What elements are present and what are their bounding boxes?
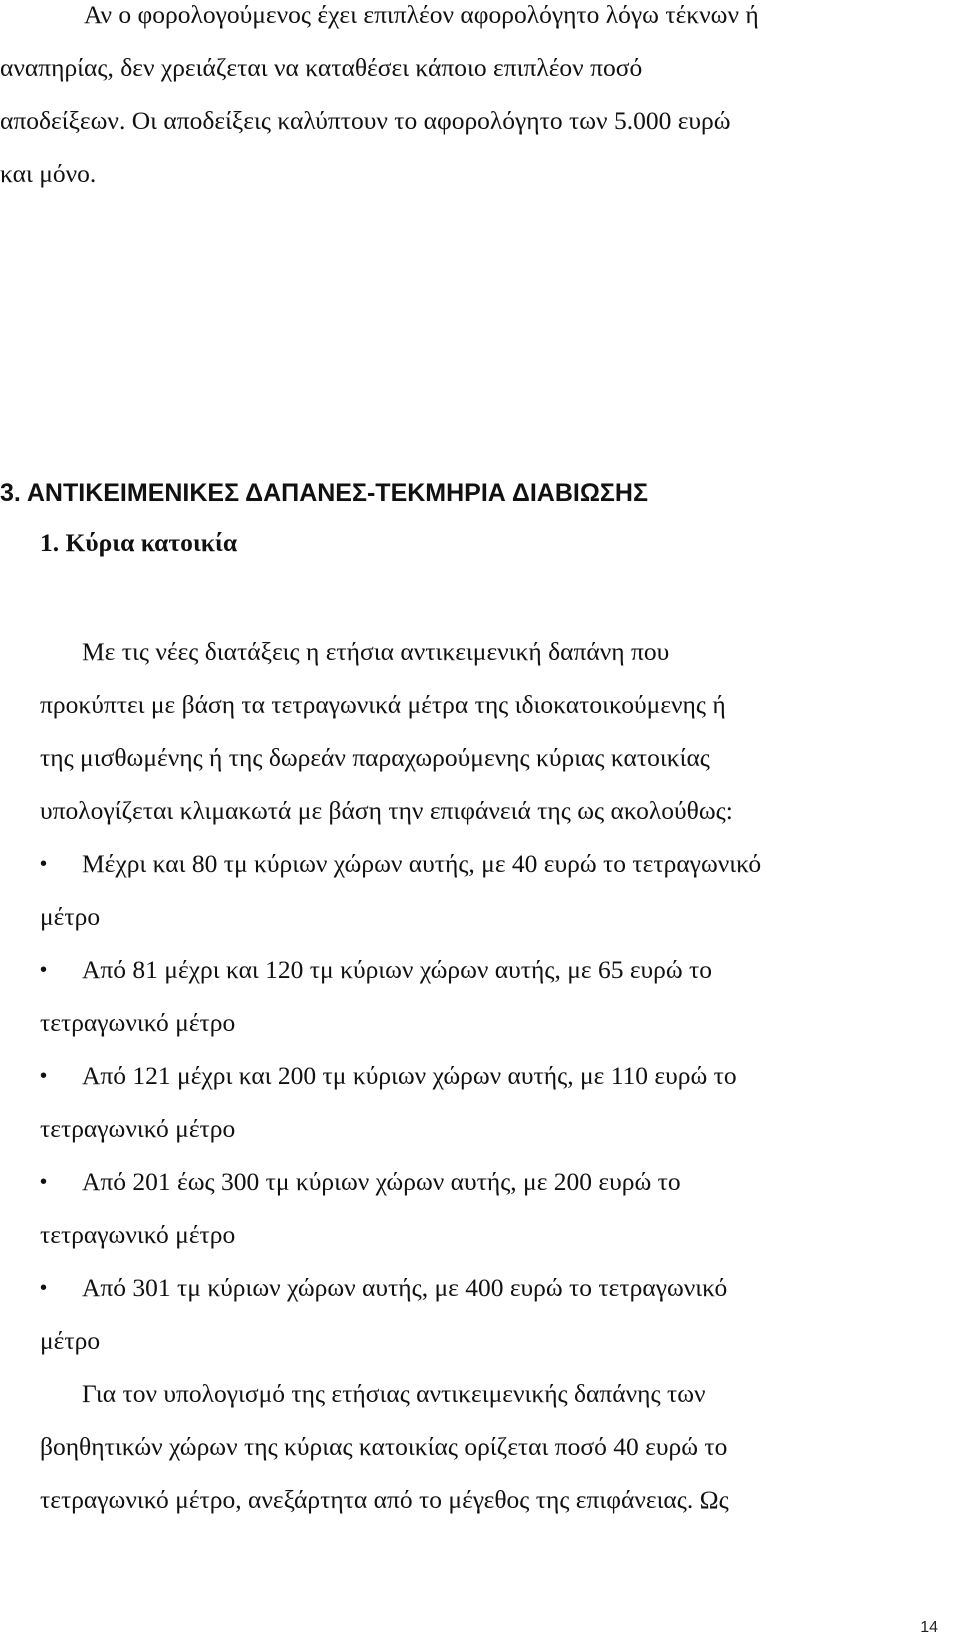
section-heading: 3. ΑΝΤΙΚΕΙΜΕΝΙΚΕΣ ΔΑΠΑΝΕΣ-ΤΕΚΜΗΡΙΑ ΔΙΑΒΙΩΣΗΣ	[0, 479, 648, 507]
list-item-line-2: μέτρο	[40, 902, 101, 931]
intro-line-4: και μόνο.	[0, 159, 97, 188]
closing-line-3: τετραγωνικό μέτρο, ανεξάρτητα από το μέγεθος της επιφάνειας. Ως	[40, 1485, 729, 1514]
list-item-line-1: Από 121 μέχρι και 200 τμ κύριων χώρων αυτής, με 110 ευρώ το	[82, 1061, 737, 1090]
bullet-marker: •	[40, 1065, 48, 1087]
list-item-line-2: τετραγωνικό μέτρο	[40, 1008, 236, 1037]
paragraph-line-3: της μισθωμένης ή της δωρεάν παραχωρούμενης κύριας κατοικίας	[40, 743, 710, 772]
bullet-marker: •	[40, 959, 48, 981]
list-item-line-1: Από 301 τμ κύριων χώρων αυτής, με 400 ευρώ το τετραγωνικό	[82, 1273, 728, 1302]
closing-line-1: Για τον υπολογισμό της ετήσιας αντικειμενικής δαπάνης των	[82, 1379, 706, 1408]
intro-line-3: αποδείξεων. Οι αποδείξεις καλύπτουν το αφορολόγητο των 5.000 ευρώ	[0, 106, 731, 135]
list-item-line-2: τετραγωνικό μέτρο	[40, 1114, 236, 1143]
subsection-heading: 1. Κύρια κατοικία	[40, 528, 238, 557]
intro-line-1: Αν ο φορολογούμενος έχει επιπλέον αφορολόγητο λόγω τέκνων ή	[84, 0, 759, 29]
bullet-marker: •	[40, 1277, 48, 1299]
paragraph-line-4: υπολογίζεται κλιμακωτά με βάση την επιφάνειά της ως ακολούθως:	[40, 796, 733, 825]
list-item-line-1: Από 201 έως 300 τμ κύριων χώρων αυτής, με 200 ευρώ το	[82, 1167, 681, 1196]
list-item-line-1: Από 81 μέχρι και 120 τμ κύριων χώρων αυτής, με 65 ευρώ το	[82, 955, 713, 984]
bullet-marker: •	[40, 853, 48, 875]
bullet-marker: •	[40, 1171, 48, 1193]
page-number: 14	[920, 1619, 938, 1636]
intro-line-2: αναπηρίας, δεν χρειάζεται να καταθέσει κάποιο επιπλέον ποσό	[0, 53, 643, 82]
list-item-line-1: Μέχρι και 80 τμ κύριων χώρων αυτής, με 40 ευρώ το τετραγωνικό	[82, 849, 762, 878]
paragraph-line-1: Με τις νέες διατάξεις η ετήσια αντικειμενική δαπάνη που	[82, 637, 670, 666]
paragraph-line-2: προκύπτει με βάση τα τετραγωνικά μέτρα της ιδιοκατοικούμενης ή	[40, 690, 726, 719]
closing-line-2: βοηθητικών χώρων της κύριας κατοικίας ορίζεται ποσό 40 ευρώ το	[40, 1432, 728, 1461]
list-item-line-2: τετραγωνικό μέτρο	[40, 1220, 236, 1249]
list-item-line-2: μέτρο	[40, 1326, 101, 1355]
